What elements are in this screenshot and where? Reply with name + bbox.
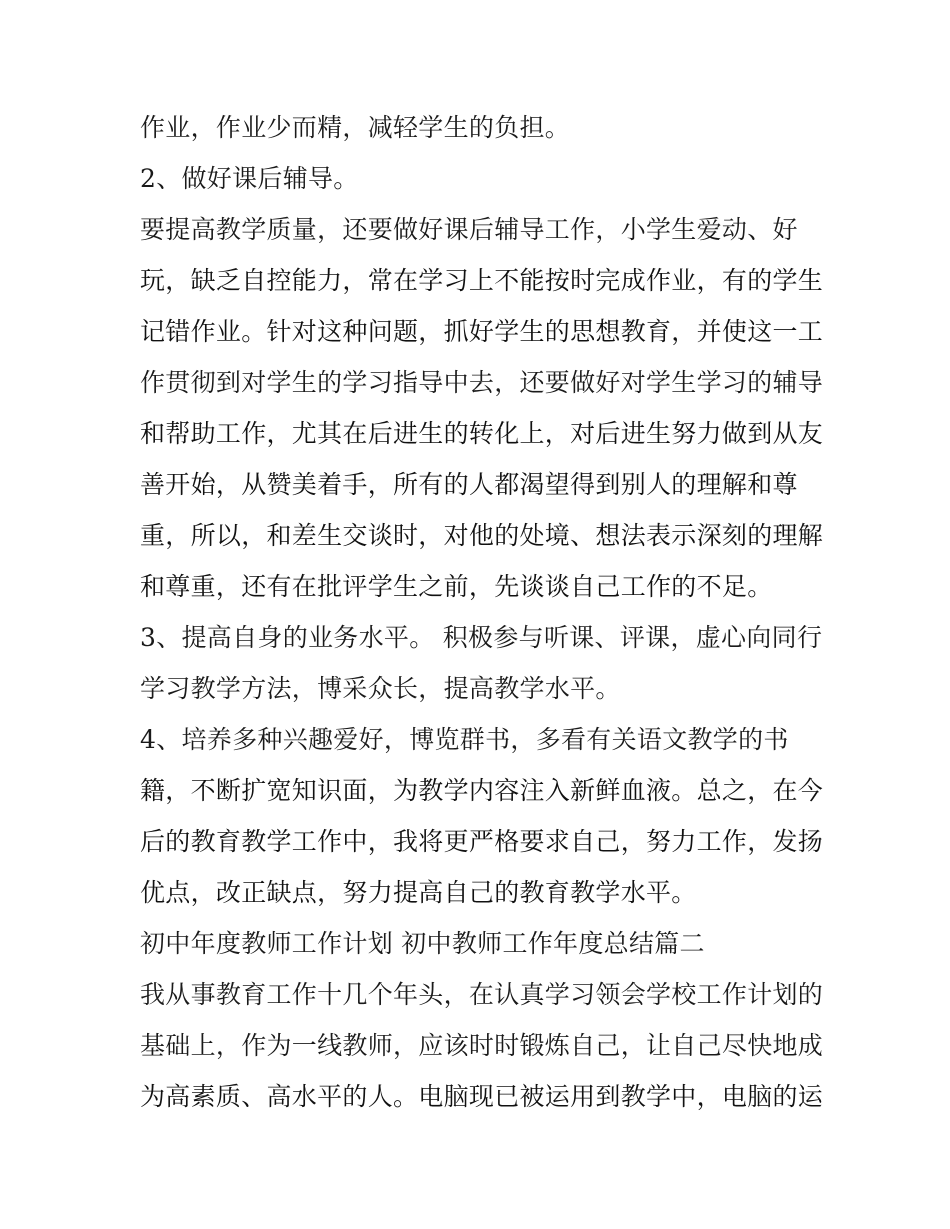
text-line-18: 我从事教育工作十几个年头，在认真学习领会学校工作计划的 — [140, 980, 824, 1009]
text-line-14: 籍，不断扩宽知识面，为教学内容注入新鲜血液。总之，在今 — [140, 776, 824, 805]
text-line-16: 优点，改正缺点，努力提高自己的教育教学水平。 — [140, 878, 697, 907]
text-line-11: 3、提高自身的业务水平。 积极参与听课、评课，虚心向同行 — [140, 623, 823, 652]
text-line-8: 善开始，从赞美着手，所有的人都渴望得到别人的理解和尊 — [140, 470, 798, 499]
text-line-10: 和尊重，还有在批评学生之前，先谈谈自己工作的不足。 — [140, 572, 773, 601]
text-line-15: 后的教育教学工作中，我将更严格要求自己，努力工作，发扬 — [140, 827, 824, 856]
text-line-7: 和帮助工作，尤其在后进生的转化上，对后进生努力做到从友 — [140, 419, 824, 448]
text-line-5: 记错作业。针对这种问题，抓好学生的思想教育，并使这一工 — [140, 317, 824, 346]
section-heading: 初中年度教师工作计划 初中教师工作年度总结篇二 — [140, 929, 705, 958]
text-line-9: 重，所以，和差生交谈时，对他的处境、想法表示深刻的理解 — [140, 521, 824, 550]
text-line-20: 为高素质、高水平的人。电脑现已被运用到教学中，电脑的运 — [140, 1082, 824, 1111]
text-line-4: 玩，缺乏自控能力，常在学习上不能按时完成作业，有的学生 — [140, 266, 824, 295]
text-line-3: 要提高教学质量，还要做好课后辅导工作，小学生爱动、好 — [140, 215, 798, 244]
text-line-1: 作业，作业少而精，减轻学生的负担。 — [140, 113, 571, 142]
text-line-2: 2、做好课后辅导。 — [140, 164, 359, 193]
text-line-13: 4、培养多种兴趣爱好，博览群书，多看有关语文教学的书 — [140, 725, 789, 754]
text-line-6: 作贯彻到对学生的学习指导中去，还要做好对学生学习的辅导 — [140, 368, 824, 397]
text-line-12: 学习教学方法，博采众长，提高教学水平。 — [140, 674, 621, 703]
text-line-19: 基础上，作为一线教师，应该时时锻炼自己，让自己尽快地成 — [140, 1031, 824, 1060]
